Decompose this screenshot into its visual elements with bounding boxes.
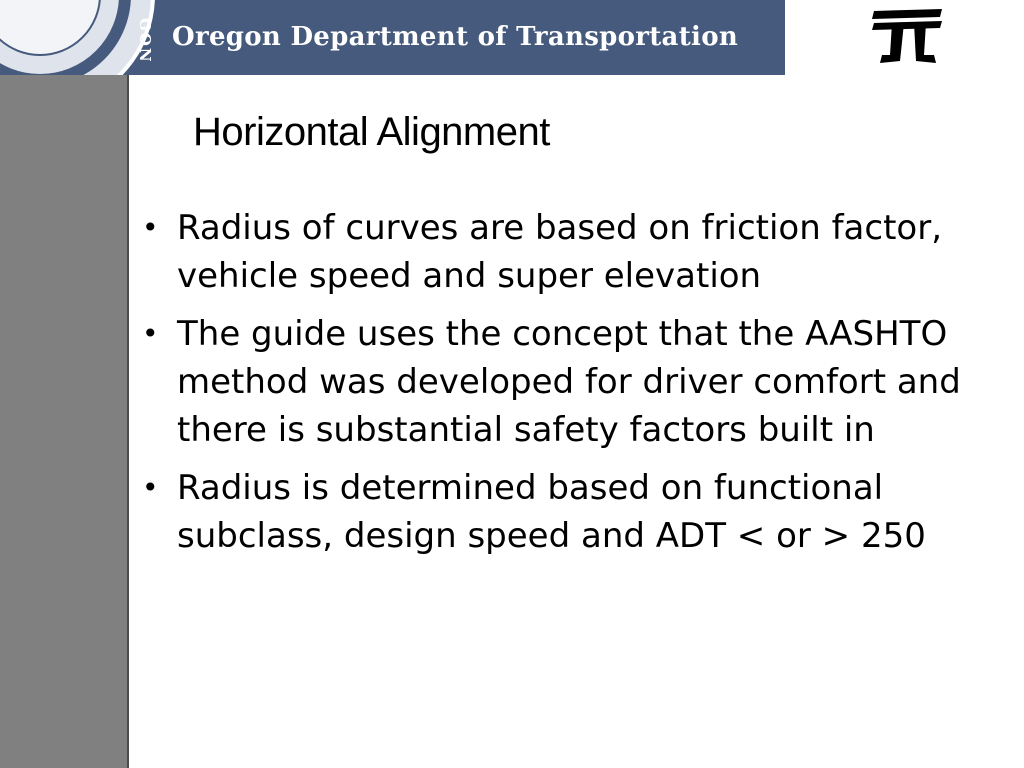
logo-right-stem	[914, 23, 936, 63]
logo-second-bar	[872, 21, 942, 30]
bullet-dot-icon: •	[142, 471, 159, 504]
header-banner	[0, 0, 785, 75]
logo-top-bar	[872, 9, 942, 19]
odot-logo-icon	[870, 5, 946, 69]
bullet-list	[142, 204, 1014, 570]
slide-title: Horizontal Alignment	[193, 110, 550, 154]
agency-name: Oregon Department of Transportation	[172, 22, 739, 52]
bullet-item	[142, 310, 1014, 454]
bullet-item	[142, 204, 1014, 300]
bullet-text: Radius is determined based on functional subclass, design speed and ADT < or > 250	[177, 468, 926, 556]
left-side-bar	[0, 75, 129, 768]
seal-text: GON	[136, 18, 154, 64]
bullet-text: Radius of curves are based on friction factor, vehicle speed and super elevation	[177, 208, 942, 296]
bullet-item	[142, 464, 1014, 560]
bullet-dot-icon: •	[142, 211, 159, 244]
bullet-dot-icon: •	[142, 317, 159, 350]
bullet-text: The guide uses the concept that the AASHTO method was developed for driver comfort and there is substantial safety factors built in	[177, 314, 961, 450]
